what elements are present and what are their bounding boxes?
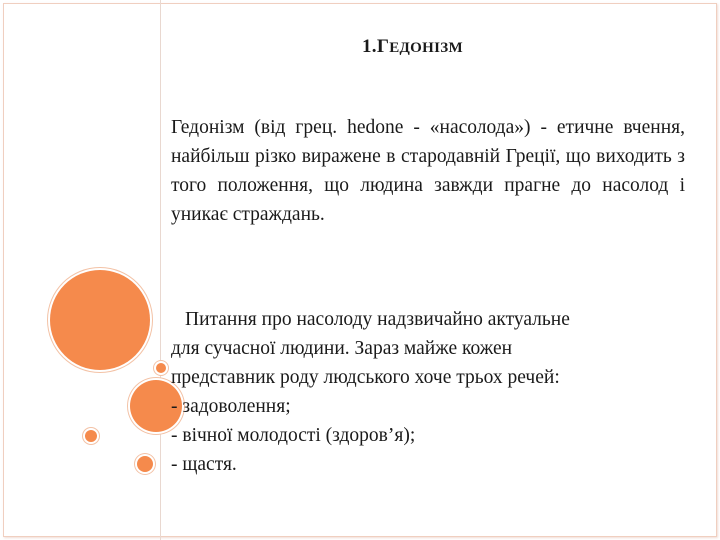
list-item-happiness: - щастя. xyxy=(171,454,237,475)
title-rest: ЕДОНІЗМ xyxy=(389,40,463,56)
small-circle-decoration-left xyxy=(85,430,97,442)
tiny-circle-decoration xyxy=(156,363,166,373)
definition-paragraph: Гедонізм (від грец. hedone - «насолода») - етичне вчення, найбільш різко виражене в стародавній Греції, що виходить з того положення, що людина завжди прагне до насолод і уникає страждань. xyxy=(171,117,685,225)
list-item-pleasure: - задоволення; xyxy=(171,396,291,417)
title-initial: Г xyxy=(376,36,390,57)
question-paragraph xyxy=(171,305,691,479)
title-number: 1. xyxy=(362,36,377,57)
paragraph-line: представник роду людського хоче трьох речей: xyxy=(171,367,560,388)
paragraph-line: Питання про насолоду надзвичайно актуальне xyxy=(185,309,570,330)
paragraph-line: для сучасної людини. Зараз майже кожен xyxy=(171,338,513,359)
small-circle-decoration-bottom xyxy=(137,456,153,472)
decorative-rail xyxy=(160,0,161,540)
large-circle-decoration xyxy=(50,270,150,370)
list-item-youth: - вічної молодості (здоров’я); xyxy=(171,425,416,446)
slide-title xyxy=(362,36,463,58)
